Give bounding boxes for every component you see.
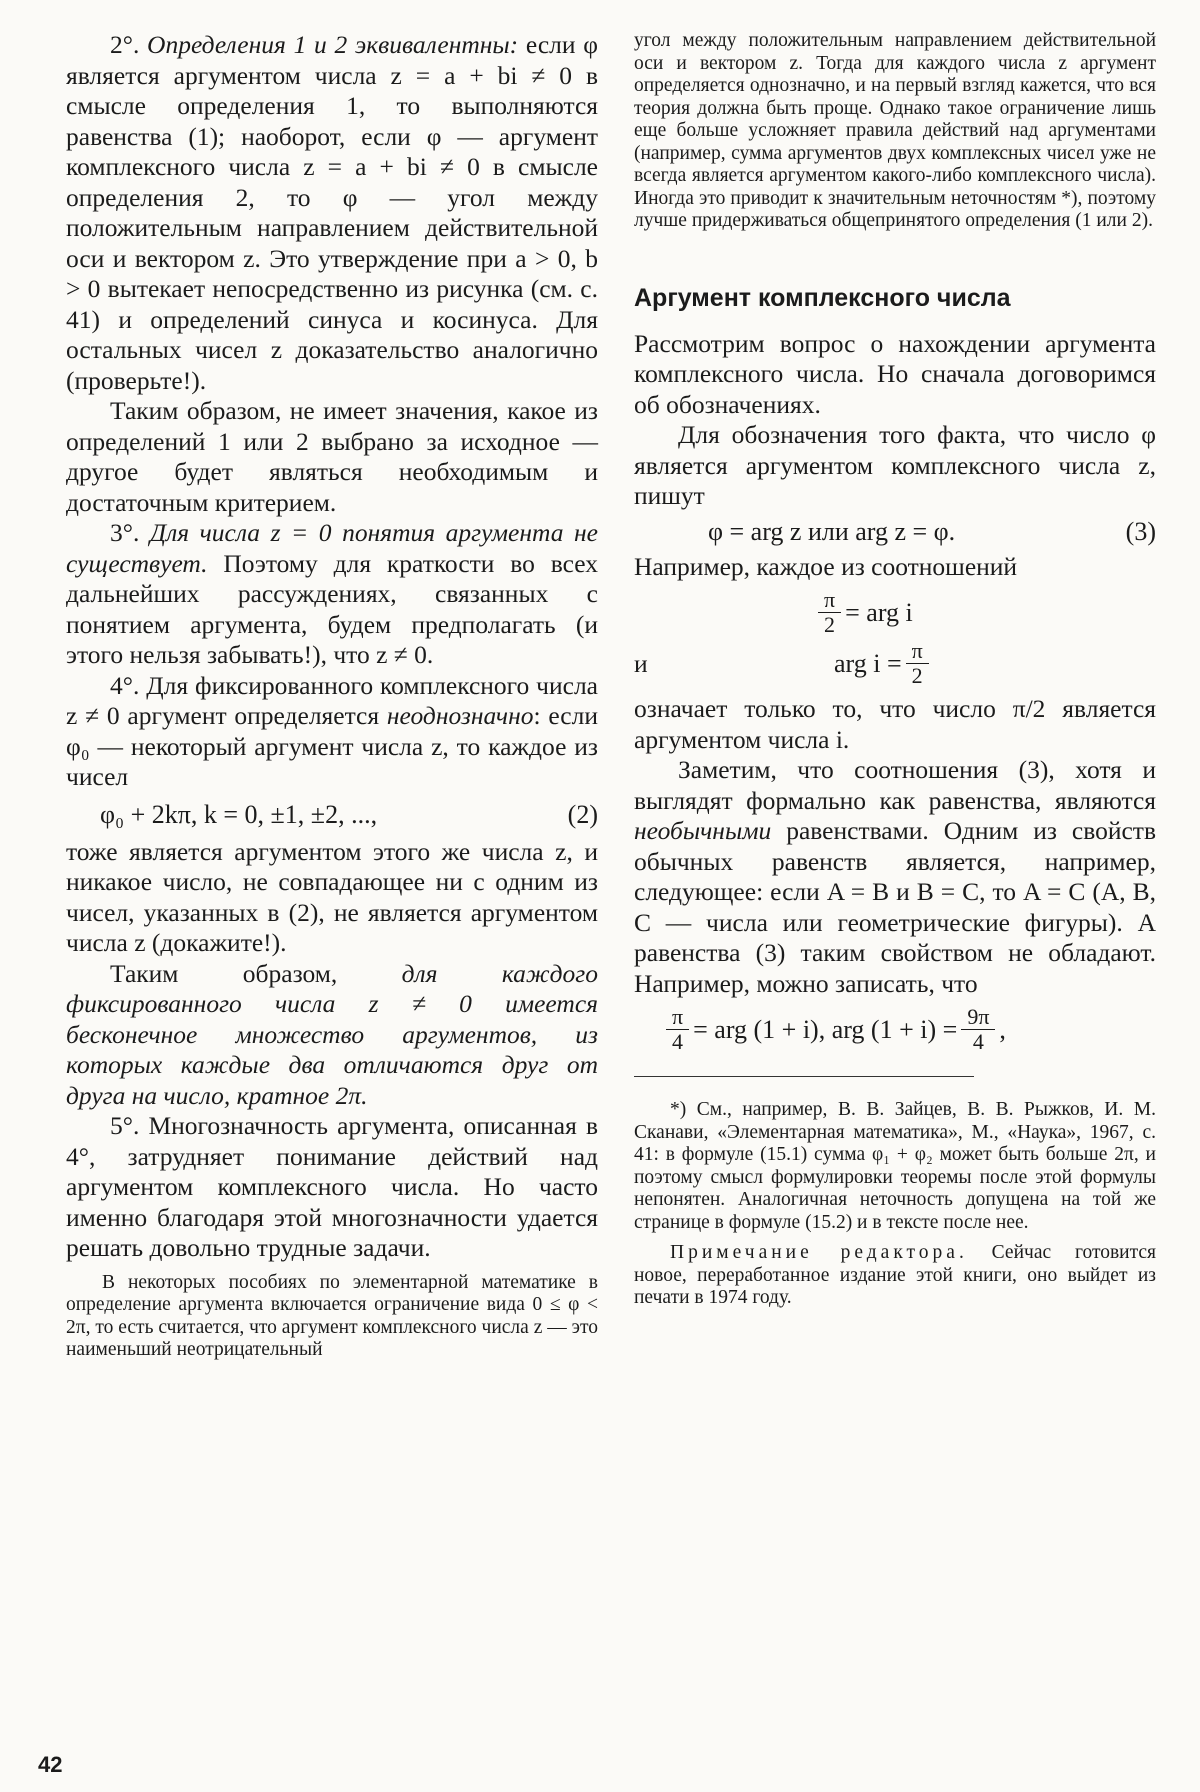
editor-note-text: Сейчас готовится новое, переработанное издание этой книги, оно выйдет из печати в 1974 году. [634, 1242, 1156, 1308]
numerator: 9π [961, 1005, 995, 1030]
editor-note-label: Примечание редактора. [670, 1242, 968, 1263]
paragraph-conclusion: Таким образом, не имеет значения, какое из определений 1 или 2 выбрано за исходное — другое будет являться необходимым и достаточным критерием. [66, 396, 598, 517]
formula-expression: φ = arg z или arg z = φ. [708, 516, 956, 546]
equation-arg-1-plus-i [662, 1005, 1156, 1054]
formula-expression: φ₀ + 2kπ, k = 0, ±1, ±2, ..., [100, 799, 378, 829]
fraction-pi-over-2 [818, 588, 841, 637]
paragraph-text: Заметим, что соотношения (3), хотя и выглядят формально как равенства, являются [634, 755, 1156, 815]
page-number: 42 [38, 1752, 63, 1777]
paragraph-2 [66, 30, 598, 396]
right-column [634, 30, 1156, 1310]
item-number: 2°. [110, 30, 140, 59]
paragraph-6 [66, 959, 598, 1112]
paragraph-text: : если φ₀ — некоторый аргумент числа z, то каждое из чисел [66, 701, 598, 791]
paragraph-text: равенствами. Одним из свойств обычных равенств является, например, следующее: если A = B и B = C, то A = C (A, B, C — числа или геометрические фигуры). А равенства (3) таким свойством не обладают. Например, можно записать, что [634, 816, 1156, 998]
formula-label: (2) [567, 799, 598, 829]
formula-label: (3) [1125, 516, 1156, 546]
numerator: π [818, 588, 841, 613]
paragraph-text: Поэтому для краткости во всех дальнейших рассуждениях, связанных с понятием аргумента, будем предполагать (и этого нельзя забывать!), что z ≠ 0. [66, 548, 598, 669]
paragraph-7 [66, 1111, 598, 1264]
numerator: π [666, 1005, 689, 1030]
item-title: Для числа z = 0 понятия аргумента не существует. [66, 518, 598, 578]
equation-middle: = arg (1 + i), arg (1 + i) = [693, 1014, 958, 1044]
paragraph-5: тоже является аргументом этого же числа z, и никакое число, не совпадающее ни с одним из чисел, указанных в (2), не является аргументом числа z (докажите!). [66, 836, 598, 957]
paragraph-example: Например, каждое из соотношений [634, 551, 1018, 581]
equation-lhs: arg i = [834, 648, 902, 678]
item-number: 4°. [110, 670, 140, 700]
paragraph-intro: Рассмотрим вопрос о нахождении аргумента комплексного числа. Но сначала договоримся об обозначениях. [634, 328, 1156, 419]
paragraph-text: Многозначность аргумента, описанная в 4°, затрудняет понимание действий над аргументом комплексного числа. Но часто именно благодаря этой многозначности удается решать довольно трудные задачи. [66, 1111, 598, 1262]
editor-note [634, 1242, 1156, 1310]
fraction-9pi-over-4 [961, 1005, 995, 1054]
footnote-divider [634, 1076, 974, 1077]
emphasis: необычными [634, 816, 772, 845]
denominator: 4 [972, 1029, 984, 1054]
equation-comma: , [999, 1014, 1006, 1044]
denominator: 4 [672, 1029, 684, 1054]
paragraph-text: если φ является аргументом числа z = a + bi ≠ 0 в смысле определения 1, то выполняются равенства (1); наоборот, если φ — аргумент комплексного числа z = a + bi ≠ 0 в смысле определения 2, то φ — угол между положительным направлением действительной оси и вектором z. Это утверждение при a > 0, b > 0 вытекает непосредственно из рисунка (см. с. 41) и определений синуса и косинуса. Для остальных чисел z доказательство аналогично (проверьте!). [66, 30, 598, 395]
section-heading: Аргумент комплексного числа [634, 283, 1011, 312]
paragraph-text: Таким образом, [110, 958, 402, 988]
denominator: 2 [824, 612, 836, 637]
emphasis: для каждого фиксированного числа z ≠ 0 имеется бесконечное множество аргументов, из которых каждые два отличаются друг от друга на число, кратное 2π. [66, 958, 598, 1110]
equation-pi-half-arg-i [634, 588, 1156, 637]
fraction-pi-over-4 [666, 1005, 689, 1054]
paragraph-notation: Для обозначения того факта, что число φ является аргументом комплексного числа z, пишут [634, 420, 1156, 510]
formula-3 [708, 516, 1156, 548]
equation-arg-i-pi-half [634, 639, 1156, 688]
paragraph-4 [66, 671, 598, 793]
formula-2 [100, 799, 598, 831]
item-number: 5°. [110, 1111, 140, 1140]
equation-rhs: = arg i [845, 597, 913, 627]
paragraph-meaning: означает только то, что число π/2 является аргументом числа i. [634, 694, 1156, 754]
item-title: Определения 1 и 2 эквивалентны: [147, 30, 519, 59]
paragraph-unusual [634, 755, 1156, 999]
numerator: π [906, 639, 929, 664]
fraction-pi-over-2 [906, 639, 929, 688]
footnote: *) См., например, В. В. Зайцев, В. В. Рыжков, И. М. Сканави, «Элементарная математика», М., «Наука», 1967, с. 41: в формуле (15.1) сумма φ₁ + φ₂ может быть больше 2π, и поэтому смысл формулировки теоремы после этой формулы непонятен. Аналогичная неточность допущена на той же странице в формуле (15.2) и в тексте после нее. [634, 1099, 1156, 1233]
item-number: 3°. [110, 518, 140, 547]
conjunction: и [634, 648, 648, 678]
left-column [66, 30, 598, 1362]
denominator: 2 [911, 663, 923, 688]
paragraph-3 [66, 518, 598, 671]
paragraph-text: Для фиксированного комплексного числа z ≠ 0 аргумент определяется [66, 670, 598, 730]
small-print-note-continued: угол между положительным направлением действительной оси и вектором z. Тогда для каждого числа z аргумент определяется однозначно, и на первый взгляд кажется, что вся теория должна быть проще. Однако такое ограничение лишь еще больше усложняет правила действий над аргументами (например, сумма аргументов двух комплексных чисел уже не всегда является аргументом какого-либо комплексного числа). Иногда это приводит к значительным неточностям *), поэтому лучше придерживаться общепринятого определения (1 или 2). [634, 30, 1156, 231]
emphasis: неоднозначно [386, 701, 534, 730]
small-print-note: В некоторых пособиях по элементарной математике в определение аргумента включается ограничение вида 0 ≤ φ < 2π, то есть считается, что аргумент комплексного числа z — это наименьший неотрицательный [66, 1271, 598, 1360]
